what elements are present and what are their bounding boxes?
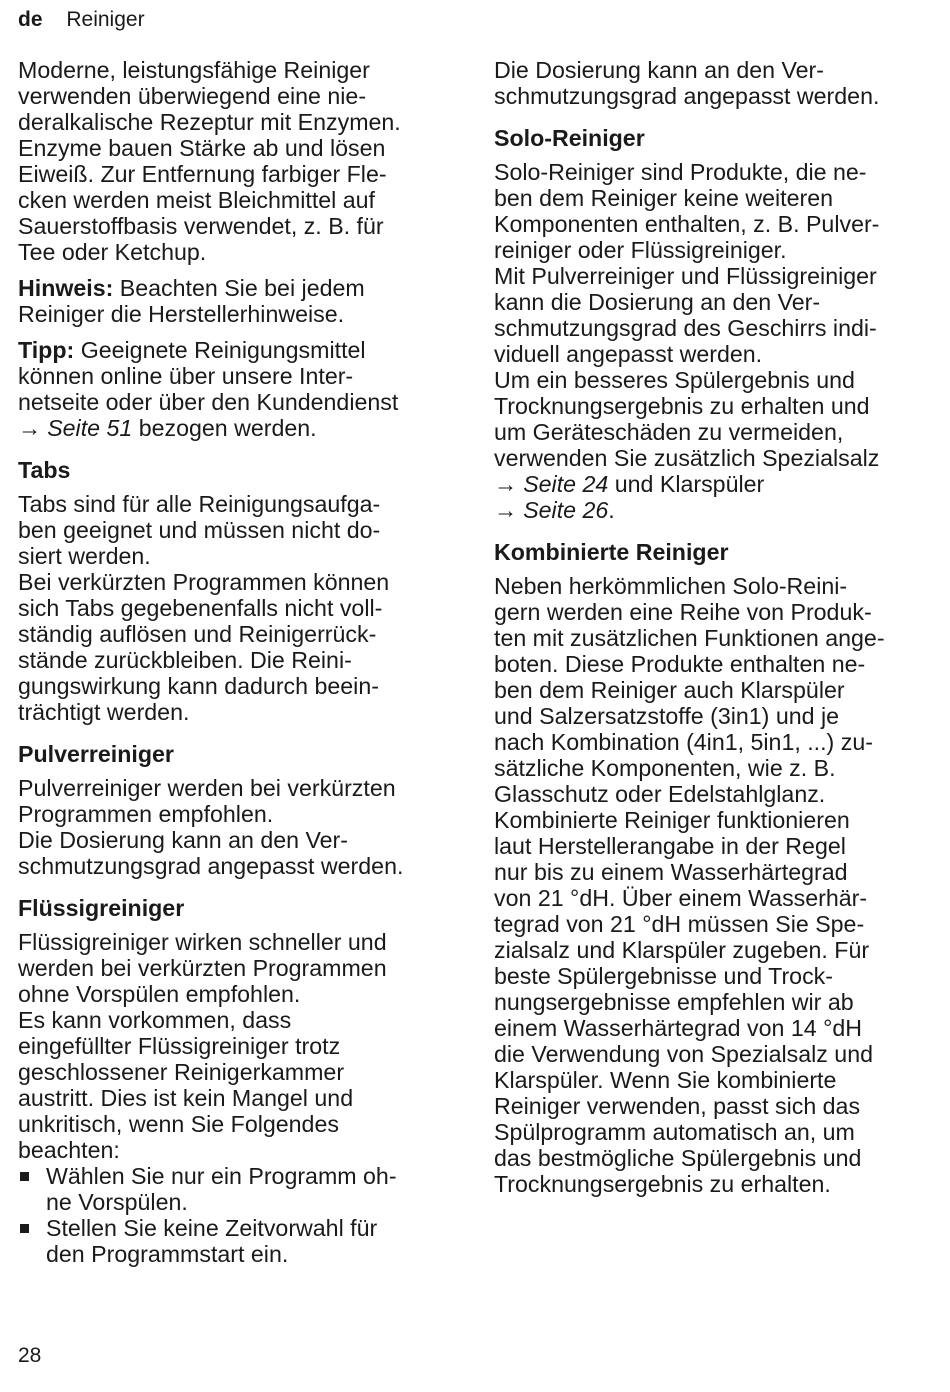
text-line: Pulverreiniger werden bei verkürzten [18, 775, 396, 801]
solo-text [494, 159, 934, 471]
right-column [494, 57, 934, 1207]
text-line: unkritisch, wenn Sie Folgendes [18, 1111, 339, 1137]
arrow-icon: → [18, 415, 42, 441]
text-line: ten mit zusätzlichen Funktionen ange- [494, 625, 885, 651]
text-line: Trocknungsergebnis zu erhalten. [494, 1171, 831, 1197]
text-line: beachten: [18, 1137, 120, 1163]
arrow-icon: → [494, 471, 518, 497]
text-line: zialsalz und Klarspüler zugeben. Für [494, 937, 870, 963]
text-line: schmutzungsgrad des Geschirrs indi- [494, 315, 877, 341]
text-line: Die Dosierung kann an den Ver- [18, 827, 348, 853]
page-header [18, 8, 145, 32]
tip-text-line: können online über unsere Inter- [18, 363, 354, 389]
text-line: eingefüllter Flüssigreiniger trotz [18, 1033, 341, 1059]
list-item-text: Wählen Sie nur ein Programm oh- [46, 1163, 397, 1189]
page-reference-link[interactable]: Seite 24 [523, 471, 609, 497]
text-line: einem Wasserhärtegrad von 14 °dH [494, 1015, 862, 1041]
note-text-line: Reiniger die Herstellerhinweise. [18, 301, 345, 327]
list-item-text: Stellen Sie keine Zeitvorwahl für [46, 1215, 378, 1241]
text-line: verwenden überwiegend eine nie- [18, 83, 367, 109]
powder-heading: Pulverreiniger [18, 741, 174, 767]
text-line: nach Kombination (4in1, 5in1, ...) zu- [494, 729, 873, 755]
text-line: Bei verkürzten Programmen können [18, 569, 390, 595]
tip-text: Geeignete Reinigungsmittel [74, 337, 366, 363]
arrow-icon: → [494, 497, 518, 523]
note-text: Beachten Sie bei jedem [113, 275, 365, 301]
text-line: und Salzersatzstoffe (3in1) und je [494, 703, 840, 729]
text-line: Flüssigreiniger wirken schneller und [18, 929, 387, 955]
solo-text: . [608, 497, 615, 523]
text-line: von 21 °dH. Über einem Wasserhär- [494, 885, 868, 911]
text-line: Trocknungsergebnis zu erhalten und [494, 393, 870, 419]
text-line: kann die Dosierung an den Ver- [494, 289, 821, 315]
text-line: nur bis zu einem Wasserhärtegrad [494, 859, 848, 885]
text-line: Reiniger verwenden, passt sich das [494, 1093, 861, 1119]
text-line: stände zurückbleiben. Die Reini- [18, 647, 352, 673]
text-line: austritt. Dies ist kein Mangel und [18, 1085, 354, 1111]
text-line: Sauerstoffbasis verwendet, z. B. für [18, 213, 384, 239]
tip-paragraph [18, 337, 458, 441]
text-line: ben dem Reiniger keine weiteren [494, 185, 833, 211]
text-line: Spülprogramm automatisch an, um [494, 1119, 855, 1145]
text-line: schmutzungsgrad angepasst werden. [18, 853, 404, 879]
instruction-list [18, 1163, 458, 1267]
note-label: Hinweis: [18, 275, 114, 301]
text-line: Programmen empfohlen. [18, 801, 274, 827]
text-line: gungswirkung kann dadurch beein- [18, 673, 379, 699]
text-line: ben geeignet und müssen nicht do- [18, 517, 381, 543]
text-line: ständig auflösen und Reinigerrück- [18, 621, 377, 647]
combi-paragraph [494, 573, 934, 1197]
list-item-text: den Programmstart ein. [46, 1241, 289, 1267]
text-line: Eiweiß. Zur Entfernung farbiger Fle- [18, 161, 387, 187]
text-line: reiniger oder Flüssigreiniger. [494, 237, 787, 263]
liquid-heading: Flüssigreiniger [18, 895, 185, 921]
text-line: Enzyme bauen Stärke ab und lösen [18, 135, 386, 161]
tip-text: bezogen werden. [132, 415, 317, 441]
page-reference-link[interactable]: Seite 51 [47, 415, 133, 441]
text-line: um Geräteschäden zu vermeiden, [494, 419, 844, 445]
text-line: geschlossener Reinigerkammer [18, 1059, 345, 1085]
left-column [18, 57, 458, 1267]
text-line: beste Spülergebnisse und Trock- [494, 963, 833, 989]
powder-paragraph [18, 775, 458, 879]
tabs-paragraph [18, 491, 458, 725]
language-label: de [18, 8, 43, 31]
text-line: Komponenten enthalten, z. B. Pulver- [494, 211, 880, 237]
text-line: Die Dosierung kann an den Ver- [494, 57, 824, 83]
page-number: 28 [18, 1344, 42, 1367]
text-line: trächtigt werden. [18, 699, 190, 725]
text-line: cken werden meist Bleichmittel auf [18, 187, 375, 213]
text-line: schmutzungsgrad angepasst werden. [494, 83, 880, 109]
text-line: Glasschutz oder Edelstahlglanz. [494, 781, 826, 807]
text-line: tegrad von 21 °dH müssen Sie Spe- [494, 911, 865, 937]
text-line: boten. Diese Produkte enthalten ne- [494, 651, 866, 677]
text-line: werden bei verkürzten Programmen [18, 955, 387, 981]
text-line: ohne Vorspülen empfohlen. [18, 981, 301, 1007]
text-line: Tee oder Ketchup. [18, 239, 207, 265]
section-title: Reiniger [66, 8, 145, 31]
text-line: sätzliche Komponenten, wie z. B. [494, 755, 836, 781]
text-line: deralkalische Rezeptur mit Enzymen. [18, 109, 401, 135]
text-line: Neben herkömmlichen Solo-Reini- [494, 573, 848, 599]
tabs-heading: Tabs [18, 457, 71, 483]
text-line: laut Herstellerangabe in der Regel [494, 833, 846, 859]
dosing-paragraph [494, 57, 934, 109]
text-line: verwenden Sie zusätzlich Spezialsalz [494, 445, 880, 471]
list-item-text: ne Vorspülen. [46, 1189, 188, 1215]
text-line: das bestmögliche Spülergebnis und [494, 1145, 862, 1171]
note-paragraph [18, 275, 458, 327]
combi-heading: Kombinierte Reiniger [494, 539, 729, 565]
bullet-icon [20, 1172, 29, 1181]
text-line: ben dem Reiniger auch Klarspüler [494, 677, 845, 703]
bullet-icon [20, 1224, 29, 1233]
intro-paragraph [18, 57, 458, 265]
text-line: Solo-Reiniger sind Produkte, die ne- [494, 159, 867, 185]
liquid-paragraph [18, 929, 458, 1163]
text-line: siert werden. [18, 543, 151, 569]
text-line: nungsergebnisse empfehlen wir ab [494, 989, 854, 1015]
solo-text: und Klarspüler [608, 471, 765, 497]
text-line: Mit Pulverreiniger und Flüssigreiniger [494, 263, 877, 289]
solo-heading: Solo-Reiniger [494, 125, 645, 151]
tip-text-line: netseite oder über den Kundendienst [18, 389, 399, 415]
tip-label: Tipp: [18, 337, 75, 363]
page-reference-link[interactable]: Seite 26 [523, 497, 609, 523]
text-line: Tabs sind für alle Reinigungsaufga- [18, 491, 381, 517]
text-line: Moderne, leistungsfähige Reiniger [18, 57, 370, 83]
solo-paragraph [494, 159, 934, 523]
text-line: gern werden eine Reihe von Produk- [494, 599, 872, 625]
text-line: Es kann vorkommen, dass [18, 1007, 292, 1033]
text-line: Um ein besseres Spülergebnis und [494, 367, 855, 393]
text-line: Klarspüler. Wenn Sie kombinierte [494, 1067, 837, 1093]
text-line: viduell angepasst werden. [494, 341, 763, 367]
list-item [18, 1163, 458, 1215]
text-line: sich Tabs gegebenenfalls nicht voll- [18, 595, 383, 621]
text-line: Kombinierte Reiniger funktionieren [494, 807, 850, 833]
list-item [18, 1215, 458, 1267]
text-line: die Verwendung von Spezialsalz und [494, 1041, 873, 1067]
